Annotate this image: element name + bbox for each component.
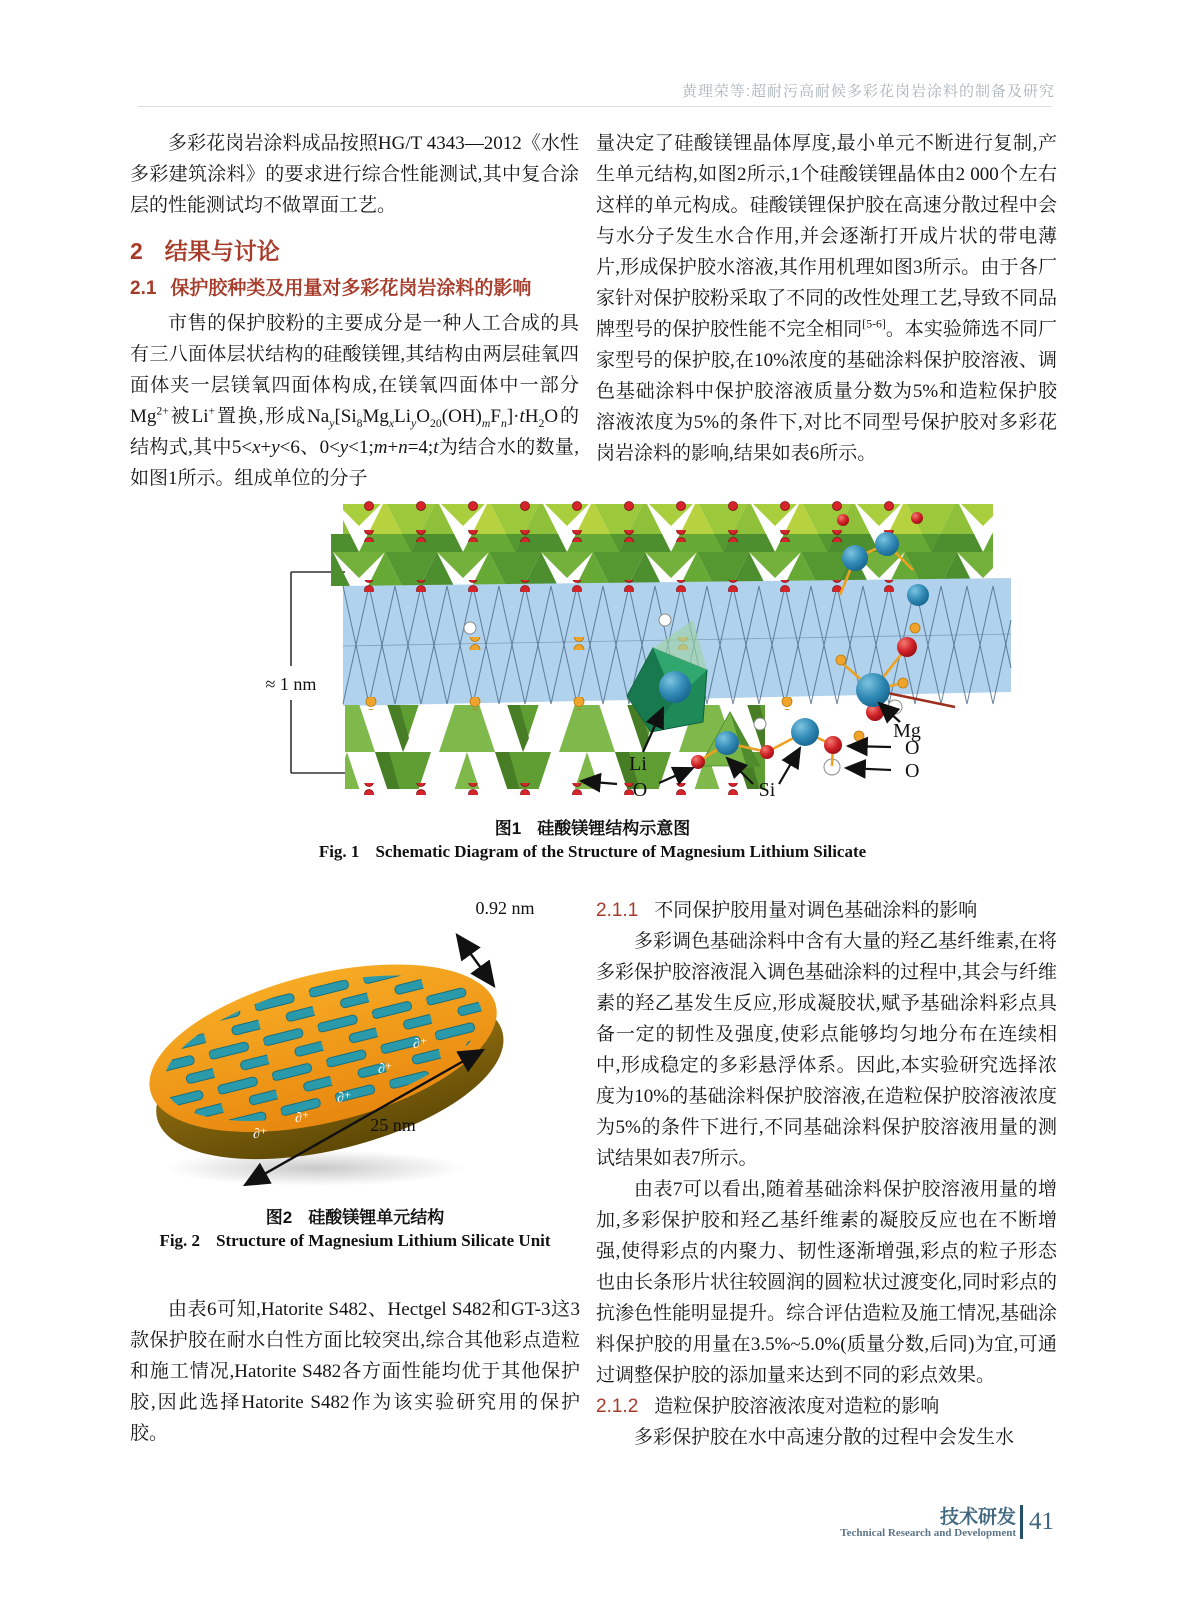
fig2-charge-label: ∂⁺ <box>413 1037 428 1052</box>
left-column-top <box>130 128 579 494</box>
figure2-caption-en <box>130 1231 580 1251</box>
fig1-label-o-right2: O <box>905 760 920 782</box>
fig1-scale-label: ≈ 1 nm <box>265 674 317 694</box>
running-header: 黄理荣等:超耐污高耐候多彩花岗岩涂料的制备及研究 <box>681 83 1055 100</box>
disc-shadow <box>165 1150 465 1186</box>
section-title: 结果与讨论 <box>164 238 280 264</box>
fig2-charge-label: ∂⁺ <box>337 1091 352 1106</box>
paragraph-formula: 市售的保护胶粉的主要成分是一种人工合成的具有三八面体层状结构的硅酸镁锂,其结构由两层硅氧四面体夹一层镁氧四面体构成,在镁氧四面体中一部分$Mg^{2+}$被Li+置换,形成$Na_y[Si_8Mg_xLi_yO_{20}(OH)_mF_n]\cdot tH_2O$的结构式,其中5<x+y<6、0<y<1;m+n=4;t为结合水的数量,如图1所示。组成单位的分子 <box>130 313 580 489</box>
figure2-title-en: Structure of Magnesium Lithium Silicate Unit <box>216 1231 551 1250</box>
page-number: 41 <box>1029 1508 1054 1535</box>
subsection-number: 2.1.2 <box>596 1396 639 1417</box>
subsection-title: 造粒保护胶溶液浓度对造粒的影响 <box>654 1396 940 1417</box>
fig2-charge-label: ∂⁺ <box>295 1111 310 1126</box>
subsection-heading-2-1-1 <box>596 895 1057 926</box>
fig2-diameter-label: 25 nm <box>370 1115 416 1135</box>
paragraph: 多彩保护胶在水中高速分散的过程中会发生水 <box>634 1427 1015 1448</box>
right-column-bottom <box>596 895 1057 1453</box>
right-column-top <box>596 128 1057 469</box>
header-rule <box>138 106 1052 107</box>
fig1-label-o-bottom: O <box>632 779 648 801</box>
subsection-number: 2.1 <box>130 278 157 299</box>
figure2-illustration <box>135 888 560 1193</box>
figure2-number-cn: 图2 <box>265 1208 293 1227</box>
fig1-label-li: Li <box>629 753 647 775</box>
footer-section-cn: 技术研发 <box>939 1507 1016 1528</box>
paragraph: 量决定了硅酸镁锂晶体厚度,最小单元不断进行复制,产生单元结构,如图2所示,1个硅酸镁锂晶体由2 000个左右这样的单元构成。硅酸镁锂保护胶在高速分散过程中会与水分子发生水合作用,并会逐渐打开成片状的带电薄片,形成保护胶水溶液,其作用机理如图3所示。由于各厂家针对保护胶粉采取了不同的改性处理工艺,导致不同品牌型号的保护胶性能不完全相同[5-6]。本实验筛选不同厂家型号的保护胶,在10%浓度的基础涂料保护胶溶液、调色基础涂料中保护胶溶液质量分数为5%和造粒保护胶溶液浓度为5%的条件下,对比不同型号保护胶对多彩花岗岩涂料的影响,结果如表6所示。 <box>596 133 1057 464</box>
fig1-scale-bracket <box>291 572 345 773</box>
fig2-thickness-label: 0.92 nm <box>475 898 535 918</box>
footer-divider <box>1020 1505 1023 1539</box>
fig1-label-o-right1: O <box>905 737 920 759</box>
paragraph: 多彩花岗岩涂料成品按照HG/T 4343—2012《水性多彩建筑涂料》的要求进行综合性能测试,其中复合涂层的性能测试均不做罩面工艺。 <box>130 133 579 216</box>
fig1-label-si: Si <box>758 779 776 801</box>
figure1-number-en: Fig. 1 <box>318 842 360 861</box>
subsection-title: 保护胶种类及用量对多彩花岗岩涂料的影响 <box>170 278 532 299</box>
figure1-title-en: Schematic Diagram of the Structure of Magnesium Lithium Silicate <box>375 842 867 861</box>
footer-section-en: Technical Research and Development <box>840 1527 1016 1539</box>
figure1-caption-cn <box>130 814 1055 839</box>
subsection-heading-2-1 <box>130 275 579 303</box>
figure2-title-cn: 硅酸镁锂单元结构 <box>308 1208 445 1227</box>
figure1-number-cn: 图1 <box>494 819 522 838</box>
figure1-title-cn: 硅酸镁锂结构示意图 <box>537 819 691 838</box>
figure1-caption-en <box>130 842 1055 862</box>
paragraph: 多彩调色基础涂料中含有大量的羟乙基纤维素,在将多彩保护胶溶液混入调色基础涂料的过程中,其会与纤维素的羟乙基发生反应,形成凝胶状,赋予基础涂料彩点具备一定的韧性及强度,使彩点能够均匀地分布在连续相中,形成稳定的多彩悬浮体系。因此,本实验研究选择浓度为10%的基础涂料保护胶溶液,在造粒保护胶溶液浓度为5%的条件下进行,不同基础涂料保护胶溶液用量的测试结果如表7所示。 <box>596 931 1057 1169</box>
paragraph: 由表7可以看出,随着基础涂料保护胶溶液用量的增加,多彩保护胶和羟乙基纤维素的凝胶反应也在不断增强,使得彩点的内聚力、韧性逐渐增强,彩点的粒子形态也由长条形片状往较圆润的圆粒状过渡变化,同时彩点的抗渗色性能明显提升。综合评估造粒及施工情况,基础涂料保护胶的用量在3.5%~5.0%(质量分数,后同)为宜,可通过调整保护胶的添加量来达到不同的彩点效果。 <box>596 1179 1057 1386</box>
subsection-heading-2-1-2 <box>596 1391 1057 1422</box>
subsection-title: 不同保护胶用量对调色基础涂料的影响 <box>654 900 978 921</box>
figure2-number-en: Fig. 2 <box>159 1231 201 1250</box>
left-column-bottom <box>130 1294 580 1449</box>
subsection-number: 2.1.1 <box>596 900 639 921</box>
figure2-caption-cn <box>130 1203 580 1228</box>
fig2-charge-label: ∂⁺ <box>378 1062 393 1077</box>
section-number: 2 <box>130 238 143 264</box>
section-heading-2 <box>130 236 579 266</box>
paragraph: 由表6可知,Hatorite S482、Hectgel S482和GT-3这3款保护胶在耐水白性方面比较突出,综合其他彩点造粒和施工情况,Hatorite S482各方面性能均优于其他保护胶,因此选择Hatorite S482作为该实验研究用的保护胶。 <box>130 1299 580 1444</box>
figure1-illustration <box>255 500 1040 810</box>
fig2-charge-label: ∂⁺ <box>253 1127 268 1142</box>
fig1-label-mg: Mg <box>893 720 921 742</box>
